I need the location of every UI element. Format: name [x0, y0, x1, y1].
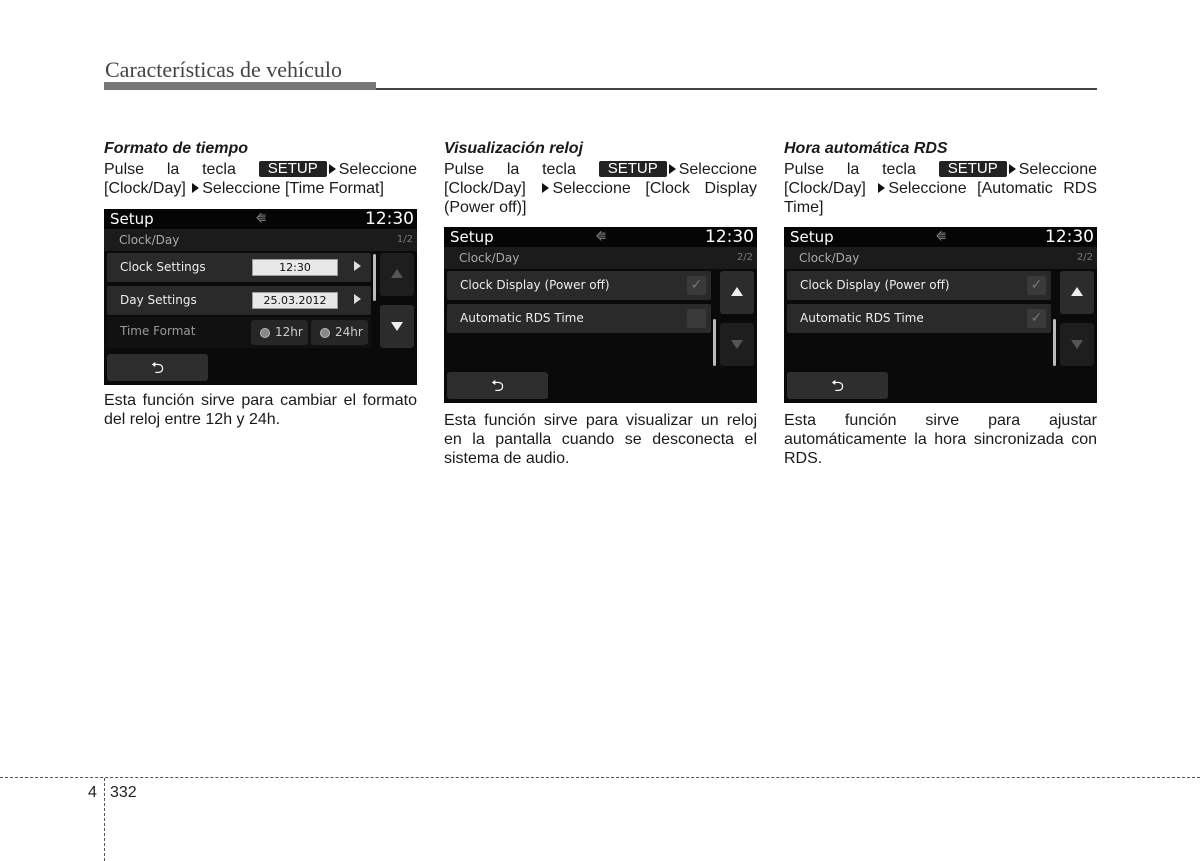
- instr-text: Seleccione [Clock Display (Power off)]: [444, 180, 757, 216]
- usb-icon: ⭅: [936, 230, 946, 243]
- page-number: 332: [110, 784, 137, 801]
- header-rule-thick: [104, 82, 376, 90]
- clock-value: 12:30: [252, 259, 338, 276]
- setup-screen: [444, 227, 757, 403]
- section-description: Esta función sirve para visualizar un reloj en la pantalla cuando se desconecta el sistema de audio.: [444, 412, 757, 467]
- setup-key: SETUP: [939, 161, 1007, 177]
- screen-subheader: [784, 247, 1097, 269]
- triangle-down-icon: [731, 340, 743, 349]
- clock-display-row[interactable]: [787, 271, 1051, 300]
- triangle-down-icon: [1071, 340, 1083, 349]
- section-rds-time: [784, 139, 1097, 468]
- section-instructions: [104, 160, 417, 198]
- screen-clock: 12:30: [365, 209, 414, 229]
- scroll-up-button[interactable]: [720, 271, 754, 314]
- radio-24hr[interactable]: [311, 320, 368, 345]
- clock-settings-row[interactable]: [107, 253, 371, 282]
- checkbox-unchecked-icon[interactable]: [687, 309, 706, 328]
- screen-clock: 12:30: [705, 227, 754, 247]
- arrow-right-icon: [669, 164, 676, 174]
- scroll-up-button[interactable]: [1060, 271, 1094, 314]
- row-label: Clock Settings: [120, 260, 206, 274]
- scrollbar[interactable]: [713, 319, 716, 366]
- clock-display-row[interactable]: [447, 271, 711, 300]
- instr-text: Pulse la tecla: [444, 161, 576, 178]
- row-label: Day Settings: [120, 293, 197, 307]
- screen-page-indicator: 2/2: [736, 252, 753, 263]
- setup-key: SETUP: [599, 161, 667, 177]
- back-icon: ⮌: [831, 376, 844, 395]
- instr-text: Pulse la tecla: [784, 161, 916, 178]
- instr-text: Seleccione [Clock/Day]: [104, 161, 417, 197]
- screen-subtitle: Clock/Day: [119, 233, 180, 247]
- back-button[interactable]: [447, 372, 548, 399]
- day-settings-row[interactable]: [107, 286, 371, 315]
- row-label: Automatic RDS Time: [460, 311, 584, 325]
- radio-dot-icon: [320, 328, 330, 338]
- scroll-up-button[interactable]: [380, 253, 414, 296]
- usb-icon: ⭅: [596, 230, 606, 243]
- date-value: 25.03.2012: [252, 292, 338, 309]
- instr-text: Seleccione [Clock/Day]: [784, 161, 1097, 197]
- footer-vertical-rule: [104, 778, 105, 861]
- section-instructions: [444, 160, 757, 217]
- screen-subheader: [444, 247, 757, 269]
- footer-rule: [0, 777, 1200, 778]
- radio-12hr[interactable]: [251, 320, 308, 345]
- setup-screen: [784, 227, 1097, 403]
- checkbox-checked-icon[interactable]: ✓: [1027, 276, 1046, 295]
- row-label: Automatic RDS Time: [800, 311, 924, 325]
- scroll-down-button[interactable]: [380, 305, 414, 348]
- instr-text: Pulse la tecla: [104, 161, 236, 178]
- row-label: Clock Display (Power off): [800, 278, 950, 292]
- setup-key: SETUP: [259, 161, 327, 177]
- radio-label: 12hr: [275, 325, 303, 339]
- automatic-rds-row[interactable]: [447, 304, 711, 333]
- arrow-right-icon: [192, 183, 199, 193]
- checkbox-checked-icon[interactable]: ✓: [687, 276, 706, 295]
- usb-icon: ⭅: [256, 212, 266, 225]
- section-time-format: [104, 139, 417, 429]
- chapter-number: 4: [88, 784, 97, 801]
- triangle-up-icon: [391, 269, 403, 278]
- back-icon: ⮌: [151, 358, 164, 377]
- section-description: Esta función sirve para ajustar automáticamente la hora sincronizada con RDS.: [784, 412, 1097, 467]
- triangle-up-icon: [731, 287, 743, 296]
- triangle-up-icon: [1071, 287, 1083, 296]
- header-rule-thin: [376, 88, 1097, 90]
- section-instructions: [784, 160, 1097, 217]
- chevron-right-icon: [354, 294, 361, 304]
- scroll-down-button[interactable]: [720, 323, 754, 366]
- section-heading: Visualización reloj: [444, 140, 584, 157]
- screen-clock: 12:30: [1045, 227, 1094, 247]
- setup-screen: [104, 209, 417, 385]
- instr-text: Seleccione [Clock/Day]: [444, 161, 757, 197]
- time-format-row: [107, 317, 371, 348]
- arrow-right-icon: [329, 164, 336, 174]
- triangle-down-icon: [391, 322, 403, 331]
- back-icon: ⮌: [491, 376, 504, 395]
- arrow-right-icon: [542, 183, 549, 193]
- section-heading: Hora automática RDS: [784, 140, 948, 157]
- chevron-right-icon: [354, 261, 361, 271]
- section-description: Esta función sirve para cambiar el formato del reloj entre 12h y 24h.: [104, 392, 417, 428]
- instr-text: Seleccione [Automatic RDS Time]: [784, 180, 1098, 216]
- back-button[interactable]: [107, 354, 208, 381]
- arrow-right-icon: [1009, 164, 1016, 174]
- screen-subheader: [104, 229, 417, 251]
- automatic-rds-row[interactable]: [787, 304, 1051, 333]
- scroll-down-button[interactable]: [1060, 323, 1094, 366]
- radio-dot-icon: [260, 328, 270, 338]
- page-header-title: Características de vehículo: [105, 57, 343, 82]
- row-label: Time Format: [120, 324, 196, 338]
- screen-page-indicator: 2/2: [1076, 252, 1093, 263]
- screen-subtitle: Clock/Day: [799, 251, 860, 265]
- screen-title: Setup: [450, 228, 494, 246]
- section-heading: Formato de tiempo: [104, 140, 249, 157]
- screen-subtitle: Clock/Day: [459, 251, 520, 265]
- back-button[interactable]: [787, 372, 888, 399]
- screen-title: Setup: [110, 210, 154, 228]
- scrollbar[interactable]: [373, 254, 376, 301]
- arrow-right-icon: [878, 183, 885, 193]
- scrollbar[interactable]: [1053, 319, 1056, 366]
- instr-text: Seleccione [Time Format]: [202, 180, 384, 197]
- row-label: Clock Display (Power off): [460, 278, 610, 292]
- screen-page-indicator: 1/2: [396, 234, 413, 245]
- screen-title: Setup: [790, 228, 834, 246]
- checkbox-checked-icon[interactable]: ✓: [1027, 309, 1046, 328]
- radio-label: 24hr: [335, 325, 363, 339]
- section-clock-display: [444, 139, 757, 468]
